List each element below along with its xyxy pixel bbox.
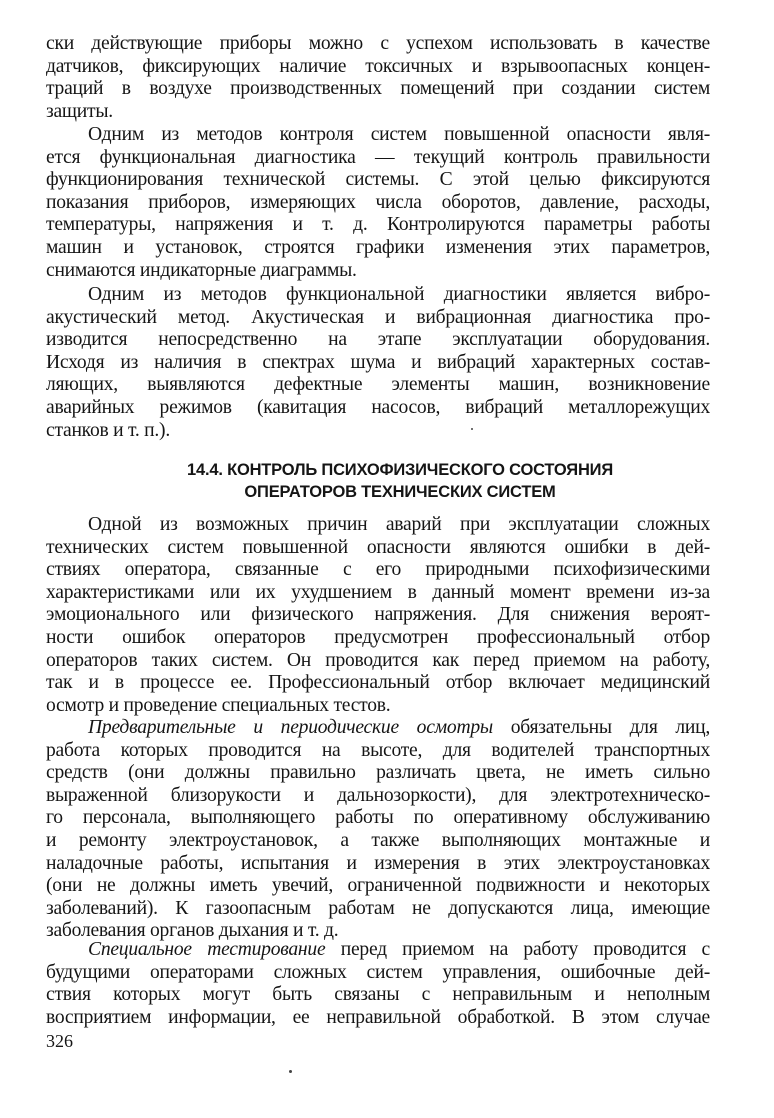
text-line: ствия которых могут быть связаны с неправильным и неполным: [46, 984, 710, 1006]
italic-term: Специальное тестирование: [88, 939, 326, 960]
text-line: так и в процессе ее. Профессиональный отбор включает медицинский: [46, 672, 710, 694]
paragraph-3: [46, 284, 710, 442]
text-line: [46, 717, 710, 740]
text-line: будущими операторами сложных систем управления, ошибочные дей-: [46, 961, 710, 983]
text-line: наладочные работы, испытания и измерения в этих электроустановках: [46, 852, 710, 874]
text-line: восприятием информации, ее неправильной обработкой. В этом случае: [46, 1006, 710, 1028]
text-line: Одним из методов функциональной диагностики является вибро-: [88, 284, 710, 305]
text-line: средств (они должны правильно различать цвета, не иметь сильно: [46, 762, 710, 784]
text-line: ности ошибок операторов предусмотрен профессиональный отбор: [46, 626, 710, 648]
paragraph-6: [46, 939, 710, 1029]
text-line: Исходя из наличия в спектрах шума и вибраций характерных состав-: [46, 351, 710, 373]
paragraph-4: [46, 514, 710, 717]
text-line: работа которых проводится на высоте, для водителей транспортных: [46, 739, 710, 761]
paragraph-2: [46, 124, 710, 282]
text-line: ствиях оператора, связанные с его природными психофизическими: [46, 559, 710, 581]
text-run: обязательны для лиц,: [492, 717, 710, 738]
scan-speck: [471, 428, 473, 430]
text-line: функционирования технической системы. С этой целью фиксируются: [46, 169, 710, 191]
text-line: станков и т. п.).: [46, 419, 170, 441]
text-line: осмотр и проведение специальных тестов.: [46, 694, 391, 716]
text-line: ляющих, выявляются дефектные элементы машин, возникновение: [46, 374, 710, 396]
text-line: эмоционального или физического напряжения. Для снижения вероят-: [46, 604, 710, 626]
text-line: ски действующие приборы можно с успехом использовать в качестве: [46, 33, 710, 54]
text-line: аварийных режимов (кавитация насосов, вибраций металлорежущих: [46, 396, 710, 418]
text-run: перед приемом на работу проводится с: [325, 939, 710, 960]
text-line: выраженной близорукости и дальнозоркости), для электротехническо-: [46, 784, 710, 806]
page-number: 326: [46, 1031, 73, 1051]
text-line: машин и установок, строятся графики изменения этих параметров,: [46, 236, 710, 258]
scan-speck: [289, 1070, 292, 1073]
text-line: Одним из методов контроля систем повышенной опасности явля-: [88, 124, 710, 145]
text-line: заболеваний). К газоопасным работам не допускаются лица, имеющие: [46, 897, 710, 919]
text-line: операторов таких систем. Он проводится как перед приемом на работу,: [46, 649, 710, 671]
text-line: снимаются индикаторные диаграммы.: [46, 259, 357, 281]
text-line: показания приборов, измеряющих числа оборотов, давление, расходы,: [46, 191, 710, 213]
text-line: заболевания органов дыхания и т. д.: [46, 920, 339, 942]
section-heading-line-2: ОПЕРАТОРОВ ТЕХНИЧЕСКИХ СИСТЕМ: [244, 483, 556, 501]
text-line: го персонала, выполняющего работы по оперативному обслуживанию: [46, 807, 710, 829]
section-heading-line-1: 14.4. КОНТРОЛЬ ПСИХОФИЗИЧЕСКОГО СОСТОЯНИЯ: [187, 461, 613, 479]
text-line: траций в воздухе производственных помещений при создании систем: [46, 78, 710, 100]
text-line: и ремонту электроустановок, а также выполняющих монтажные и: [46, 829, 710, 851]
italic-term: Предварительные и периодические осмотры: [88, 717, 493, 738]
text-line: характеристиками или их ухудшением в данный момент времени из-за: [46, 581, 710, 603]
text-line: технических систем повышенной опасности являются ошибки в дей-: [46, 536, 710, 558]
text-line: акустический метод. Акустическая и вибрационная диагностика про-: [46, 306, 710, 328]
text-line: датчиков, фиксирующих наличие токсичных и взрывоопасных концен-: [46, 55, 710, 77]
text-line: температуры, напряжения и т. д. Контролируются параметры работы: [46, 214, 710, 236]
text-line: Одной из возможных причин аварий при эксплуатации сложных: [88, 514, 710, 535]
section-heading: [120, 459, 680, 503]
paragraph-1: [46, 33, 710, 123]
text-line: изводится непосредственно на этапе эксплуатации оборудования.: [46, 329, 710, 351]
paragraph-5: [46, 717, 710, 943]
text-line: защиты.: [46, 100, 113, 122]
text-line: (они не должны иметь увечий, ограниченной подвижности и некоторых: [46, 875, 710, 897]
text-line: ется функциональная диагностика — текущий контроль правильности: [46, 146, 710, 168]
text-line: [46, 939, 710, 962]
